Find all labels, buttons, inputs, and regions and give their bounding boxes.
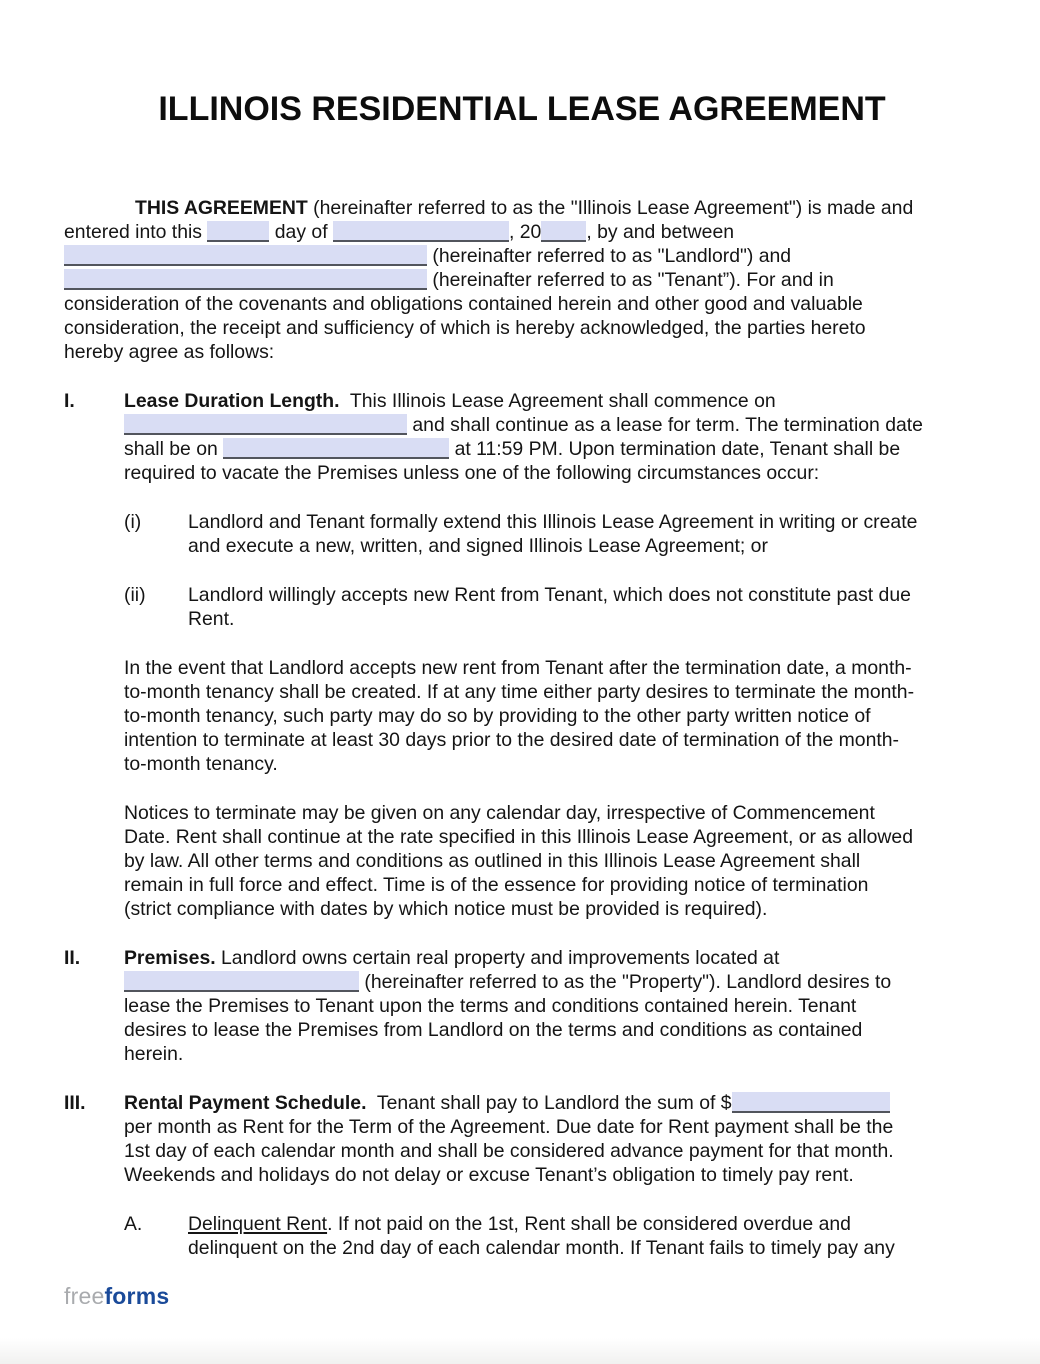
blank-field-termination-date[interactable] [223,438,449,459]
text-run: required to vacate the Premises unless one of the following circumstances occur: [124,462,820,484]
section-rental-payment [64,1091,980,1187]
month-to-month-paragraph [124,656,980,776]
underlined-text: Delinquent Rent [188,1213,328,1235]
clause-i [124,510,980,558]
text-run: (strict compliance with dates by which notice must be provided is required). [124,898,768,920]
text-run: Tenant shall pay to Landlord the sum of $ [366,1092,732,1114]
text-run: Landlord willingly accepts new Rent from Tenant, which does not constitute past due [188,584,911,606]
text-run: . If not paid on the 1st, Rent shall be considered overdue and [327,1213,851,1235]
text-run: (hereinafter referred to as "Tenant”). For and in [427,269,834,291]
text-run: (hereinafter referred to as the "Property"). Landlord desires to [359,971,892,993]
blank-field-tenant-name[interactable] [64,269,427,290]
text-run: by law. All other terms and conditions as outlined in this Illinois Lease Agreement shall [124,850,861,872]
bold-text: Lease Duration Length. [124,390,340,412]
text-run: intention to terminate at least 30 days prior to the desired date of termination of the month- [124,729,899,751]
text-run: herein. [124,1043,184,1065]
text-run: desires to lease the Premises from Landlord on the terms and conditions as contained [124,1019,863,1041]
text-run: entered into this [64,221,208,243]
clause-a-delinquent-rent [124,1212,980,1260]
text-run: Rent. [188,608,235,630]
document [64,0,980,1260]
intro-paragraph [64,196,980,364]
bold-text: Premises. [124,947,216,969]
clause-ii-label: (ii) [124,584,146,606]
text-run: day of [269,221,333,243]
text-run: delinquent on the 2nd day of each calendar month. If Tenant fails to timely pay any [188,1237,895,1259]
text-run: consideration, the receipt and sufficiency of which is hereby acknowledged, the parties hereto [64,317,866,339]
text-run: and execute a new, written, and signed Illinois Lease Agreement; or [188,535,768,557]
text-run: remain in full force and effect. Time is of the essence for providing notice of termination [124,874,869,896]
text-run: (hereinafter referred to as the "Illinois Lease Agreement") is made and [307,197,914,219]
text-run: 1st day of each calendar month and shall be considered advance payment for that month. [124,1140,894,1162]
blank-field-day[interactable] [207,221,269,242]
section-rental-payment-label: III. [64,1092,86,1114]
text-run: , by and between [586,221,735,243]
section-lease-duration [64,389,980,485]
text-run: at 11:59 PM. Upon termination date, Tenant shall be [449,438,901,460]
text-run: This Illinois Lease Agreement shall commence on [339,390,776,412]
text-run: Notices to terminate may be given on any calendar day, irrespective of Commencement [124,802,875,824]
text-run: Landlord and Tenant formally extend this Illinois Lease Agreement in writing or create [188,511,918,533]
blank-field-month[interactable] [333,221,509,242]
blank-field-commencement-date[interactable] [124,414,407,435]
text-run: to-month tenancy, such party may do so by providing to the other party written notice of [124,705,871,727]
document-body [64,196,980,1260]
clause-a-delinquent-rent-label: A. [124,1213,143,1235]
text-run: Landlord owns certain real property and improvements located at [215,947,780,969]
text-run: shall be on [124,438,224,460]
text-run: Weekends and holidays do not delay or excuse Tenant’s obligation to timely pay rent. [124,1164,854,1186]
clause-ii [124,583,980,631]
freeforms-logo [64,1283,169,1310]
text-run: consideration of the covenants and obligations contained herein and other good and valuable [64,293,863,315]
text-run: per month as Rent for the Term of the Agreement. Due date for Rent payment shall be the [124,1116,894,1138]
text-run: In the event that Landlord accepts new rent from Tenant after the termination date, a month- [124,657,912,679]
blank-field-property-address[interactable] [124,971,359,992]
section-premises-label: II. [64,947,81,969]
bold-text: Rental Payment Schedule. [124,1092,367,1114]
bold-text: THIS AGREEMENT [135,197,308,219]
blank-field-monthly-rent-amount[interactable] [732,1092,890,1113]
section-premises [64,946,980,1066]
text-run: to-month tenancy. [124,753,278,775]
text-run: hereby agree as follows: [64,341,275,363]
text-run: lease the Premises to Tenant upon the terms and conditions contained herein. Tenant [124,995,857,1017]
text-run: , 20 [508,221,542,243]
text-run: (hereinafter referred to as "Landlord") and [427,245,792,267]
logo-forms-text: forms [104,1283,170,1309]
clause-i-label: (i) [124,511,142,533]
document-title: ILLINOIS RESIDENTIAL LEASE AGREEMENT [158,90,886,128]
notices-paragraph [124,801,980,921]
blank-field-landlord-name[interactable] [64,245,427,266]
text-run: to-month tenancy shall be created. If at any time either party desires to terminate the month- [124,681,915,703]
text-run: Date. Rent shall continue at the rate specified in this Illinois Lease Agreement, or as allowed [124,826,914,848]
text-run: and shall continue as a lease for term. The termination date [407,414,923,436]
section-lease-duration-label: I. [64,390,75,412]
blank-field-year[interactable] [541,221,586,242]
logo-free-text: free [64,1283,105,1309]
page-edge-shadow [0,1338,1040,1364]
